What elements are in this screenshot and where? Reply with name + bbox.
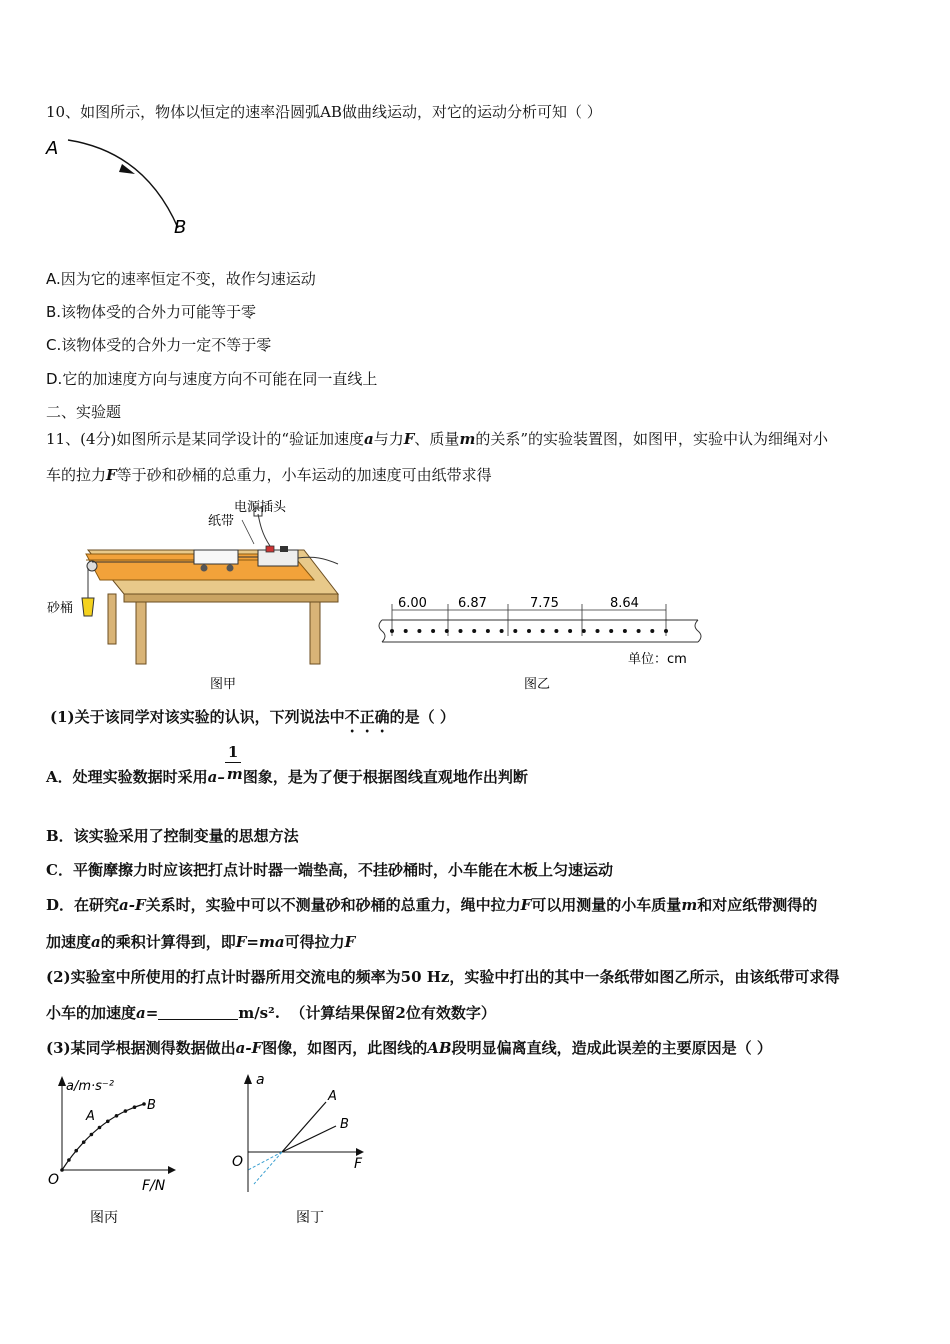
tape-dot	[650, 629, 654, 633]
bing-ylabel: a/m·s⁻²	[66, 1079, 114, 1094]
graph-point	[82, 1140, 86, 1144]
figure-jia-apparatus	[44, 494, 354, 694]
segment-2: 6.87	[458, 596, 487, 611]
tape-dot	[513, 629, 517, 633]
bing-origin: O	[48, 1172, 60, 1188]
tape-dot	[596, 629, 600, 633]
ding-ylabel: a	[256, 1072, 265, 1088]
q11-part1-option-d-line1: D．在研究a-F关系时，实验中可以不测量砂和砂桶的总重力，绳中拉力F可以用测量的小车质量m和对应纸带测得的	[46, 896, 818, 914]
tape-dot	[417, 629, 421, 633]
section-heading: 二、实验题	[46, 403, 122, 421]
tape-dot	[404, 629, 408, 633]
graph-data-points	[60, 1102, 146, 1172]
fraction-one-over-m: $\frac{1}{m}$	[226, 743, 243, 783]
tape-dot	[623, 629, 627, 633]
caption-ding: 图丁	[296, 1210, 324, 1226]
q11-part2-line2: 小车的加速度a= m/s². （计算结果保留2位有效数字）	[46, 1004, 496, 1022]
segment-4: 8.64	[610, 596, 639, 611]
q11-part1-stem: (1)关于该同学对该实验的认识，下列说法中不正确的是（ ）	[50, 708, 455, 726]
tape-dots	[390, 629, 668, 633]
arc-label-a: A	[46, 138, 59, 159]
tape-unit: 单位：cm	[628, 652, 687, 667]
q11-part1-option-d-line2: 加速度a的乘积计算得到，即F=ma可得拉力F	[46, 933, 356, 951]
tape-dot	[637, 629, 641, 633]
q10-option-a: A.因为它的速率恒定不变，故作匀速运动	[46, 270, 316, 288]
label-sand-bucket: 砂桶	[47, 601, 74, 616]
graph-point	[74, 1149, 78, 1153]
segment-3: 7.75	[530, 596, 559, 611]
q11-part1-option-c: C．平衡摩擦力时应该把打点计时器一端垫高，不挂砂桶时，小车能在木板上匀速运动	[46, 861, 613, 879]
graph-point	[90, 1133, 94, 1137]
q10-option-d: D.它的加速度方向与速度方向不可能在同一直线上	[46, 370, 378, 388]
segment-1: 6.00	[398, 596, 427, 611]
tape-dot	[390, 629, 394, 633]
caption-bing: 图丙	[90, 1210, 118, 1226]
tape-dot	[664, 629, 668, 633]
figure-bing-graph	[44, 1070, 194, 1230]
tape-dot	[500, 629, 504, 633]
graph-point	[106, 1120, 110, 1124]
q11-stem-line1: 11、(4分)如图所示是某同学设计的“验证加速度a与力F、质量m的关系”的实验装置图，如图甲，实验中认为细绳对小	[46, 430, 828, 448]
ding-line-b: B	[340, 1117, 349, 1132]
figure-yi-tape	[376, 590, 706, 694]
label-paper-tape: 纸带	[208, 514, 235, 529]
arc-figure	[40, 132, 200, 244]
graph-point	[60, 1168, 64, 1172]
q11-part2-line1: (2)实验室中所使用的打点计时器所用交流电的频率为50 Hz，实验中打出的其中一条纸带如图乙所示，由该纸带可求得	[46, 968, 840, 986]
tape-dot	[541, 629, 545, 633]
arc-label-b: B	[174, 217, 187, 238]
tape-dot	[472, 629, 476, 633]
q11-part3-stem: (3)某同学根据测得数据做出a-F图像，如图丙，此图线的AB段明显偏离直线，造成此误差的主要原因是（ ）	[46, 1039, 772, 1057]
graph-point	[124, 1109, 128, 1113]
figure-ding-graph	[226, 1070, 376, 1230]
tape-dot	[609, 629, 613, 633]
q11-stem-line2: 车的拉力F等于砂和砂桶的总重力，小车运动的加速度可由纸带求得	[46, 466, 492, 484]
bing-point-a: A	[86, 1109, 95, 1124]
label-power-plug: 电源插头	[234, 500, 287, 515]
tape-dot	[431, 629, 435, 633]
bing-point-b: B	[147, 1098, 156, 1113]
graph-point	[67, 1158, 71, 1162]
q11-part1-option-a: A．处理实验数据时采用a– $\frac{1}{m}$ 图象，是为了便于根据图线直观地作出判断	[46, 743, 528, 786]
q10-option-b: B.该物体受的合外力可能等于零	[46, 303, 257, 321]
q11-part1-option-b: B．该实验采用了控制变量的思想方法	[46, 827, 299, 845]
tape-dot	[445, 629, 449, 633]
ding-line-a: A	[328, 1089, 337, 1104]
tape-dot	[568, 629, 572, 633]
tape-dot	[582, 629, 586, 633]
ding-origin: O	[232, 1154, 244, 1170]
caption-yi: 图乙	[524, 677, 551, 692]
answer-blank[interactable]	[158, 1005, 238, 1020]
bing-xlabel: F/N	[142, 1178, 166, 1194]
caption-jia: 图甲	[210, 677, 237, 692]
tape-dot	[527, 629, 531, 633]
tape-dot	[486, 629, 490, 633]
ding-xlabel: F	[354, 1156, 363, 1172]
tape-dot	[459, 629, 463, 633]
q10-option-c: C.该物体受的合外力一定不等于零	[46, 336, 272, 354]
graph-point	[142, 1102, 146, 1106]
graph-point	[115, 1114, 119, 1118]
q10-stem: 10、如图所示，物体以恒定的速率沿圆弧AB做曲线运动，对它的运动分析可知（ ）	[46, 103, 602, 121]
graph-point	[98, 1126, 102, 1130]
tape-dot	[554, 629, 558, 633]
graph-point	[133, 1105, 137, 1109]
